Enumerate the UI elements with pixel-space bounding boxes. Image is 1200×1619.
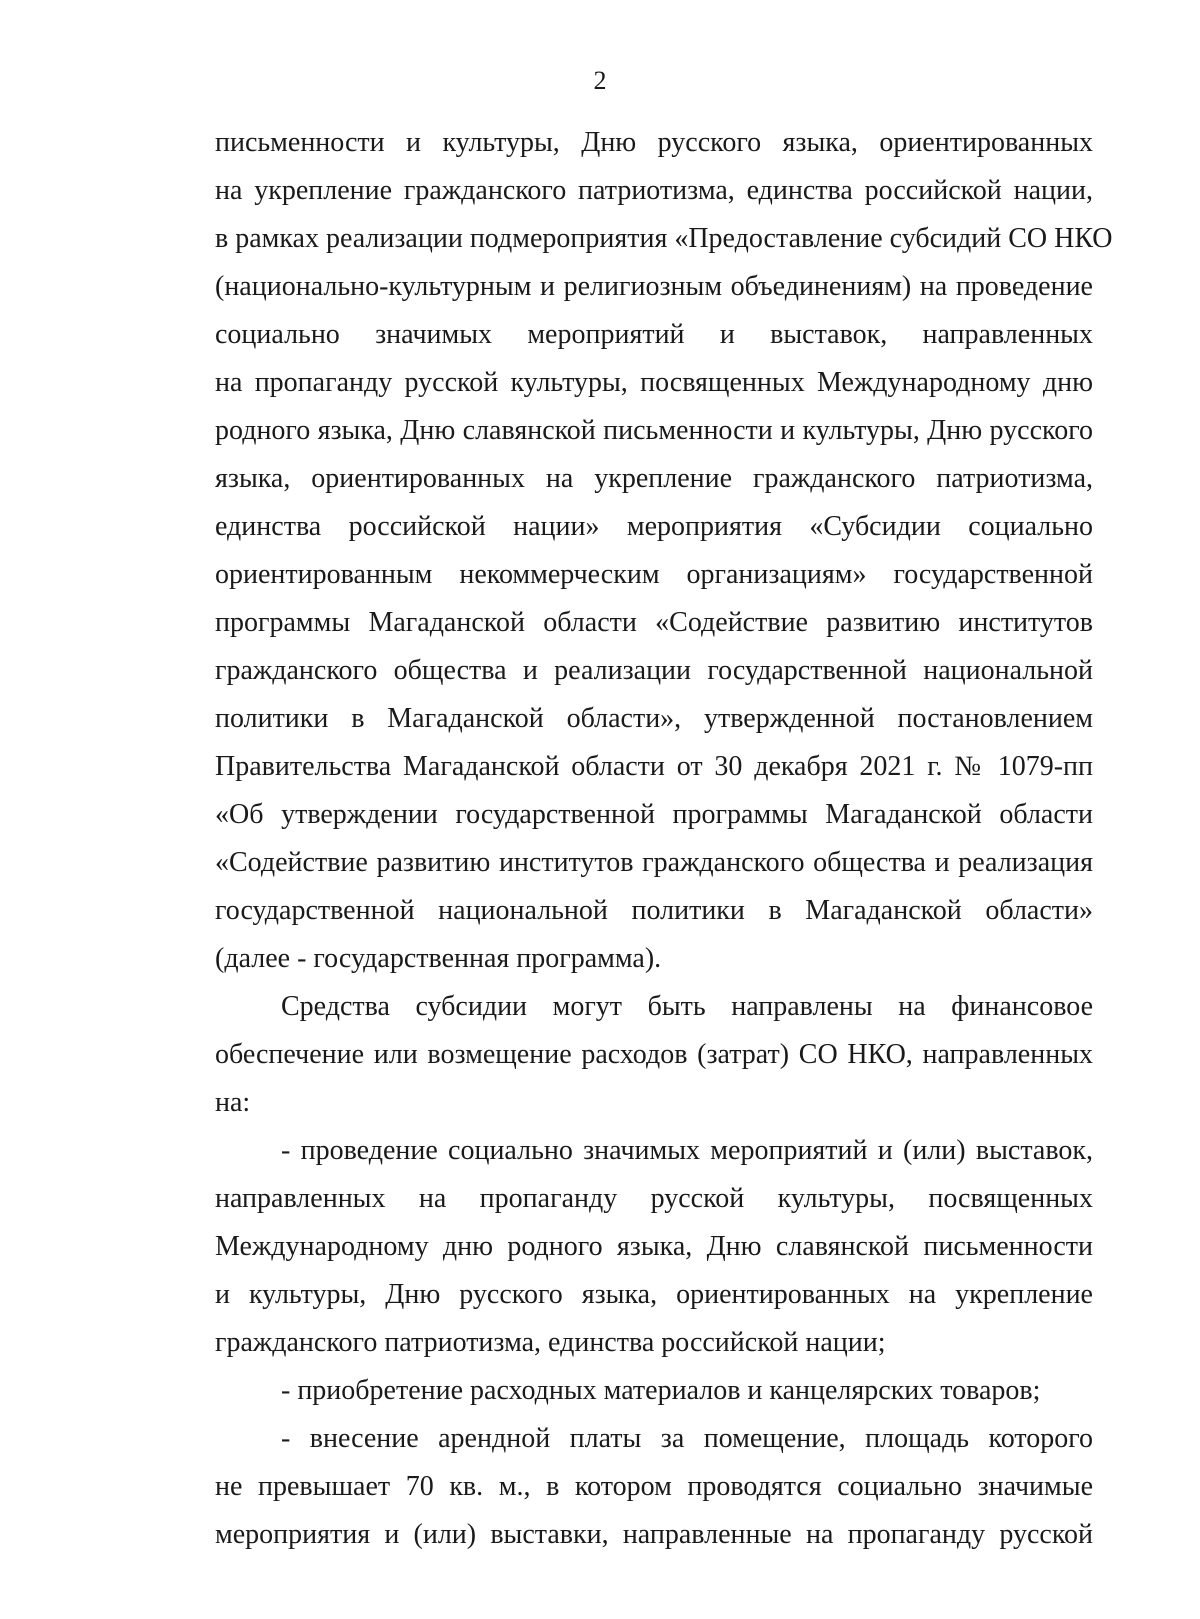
text-line: и культуры, Дню русского языка, ориентированных на укрепление (215, 1279, 1093, 1310)
text-line: «Содействие развитию институтов гражданского общества и реализация (215, 847, 1093, 878)
text-line: на пропаганду русской культуры, посвященных Международному дню (215, 367, 1093, 398)
document-body (215, 119, 1113, 1559)
paragraph (215, 1415, 1093, 1559)
text-line: - проведение социально значимых мероприятий и (или) выставок, (281, 1135, 1093, 1166)
text-line: программы Магаданской области «Содействие развитию институтов (215, 607, 1093, 638)
text-line: гражданского патриотизма, единства российской нации; (215, 1327, 886, 1358)
text-line: не превышает 70 кв. м., в котором проводятся социально значимые (215, 1471, 1093, 1502)
paragraph (215, 1367, 1093, 1415)
text-line: социально значимых мероприятий и выставок, направленных (215, 319, 1093, 350)
text-line: - внесение арендной платы за помещение, площадь которого (281, 1423, 1093, 1454)
text-line: «Об утверждении государственной программы Магаданской области (215, 799, 1093, 830)
text-line: в рамках реализации подмероприятия «Предоставление субсидий СО НКО (215, 223, 1113, 254)
text-line: политики в Магаданской области», утвержденной постановлением (215, 703, 1093, 734)
paragraph (215, 119, 1113, 983)
text-line: Международному дню родного языка, Дню славянской письменности (215, 1231, 1093, 1262)
paragraph (215, 983, 1093, 1127)
text-line: языка, ориентированных на укрепление гражданского патриотизма, (215, 463, 1093, 494)
text-line: направленных на пропаганду русской культуры, посвященных (215, 1183, 1093, 1214)
text-line: письменности и культуры, Дню русского языка, ориентированных (215, 127, 1093, 158)
text-line: единства российской нации» мероприятия «Субсидии социально (215, 511, 1093, 542)
text-line: гражданского общества и реализации государственной национальной (215, 655, 1093, 686)
text-line: (национально-культурным и религиозным объединениям) на проведение (215, 271, 1093, 302)
text-line: - приобретение расходных материалов и канцелярских товаров; (281, 1375, 1041, 1406)
text-line: на укрепление гражданского патриотизма, единства российской нации, (215, 175, 1093, 206)
text-line: на: (215, 1087, 251, 1118)
text-line: Средства субсидии могут быть направлены на финансовое (281, 991, 1093, 1022)
text-line: ориентированным некоммерческим организациям» государственной (215, 559, 1093, 590)
page-number: 2 (593, 66, 607, 95)
text-line: (далее - государственная программа). (215, 943, 662, 974)
text-line: родного языка, Дню славянской письменности и культуры, Дню русского (215, 415, 1093, 446)
text-line: Правительства Магаданской области от 30 декабря 2021 г. № 1079-пп (215, 751, 1093, 782)
paragraph (215, 1127, 1093, 1367)
text-line: обеспечение или возмещение расходов (затрат) СО НКО, направленных (215, 1039, 1093, 1070)
text-line: государственной национальной политики в Магаданской области» (215, 895, 1093, 926)
text-line: мероприятия и (или) выставки, направленные на пропаганду русской (215, 1519, 1093, 1550)
